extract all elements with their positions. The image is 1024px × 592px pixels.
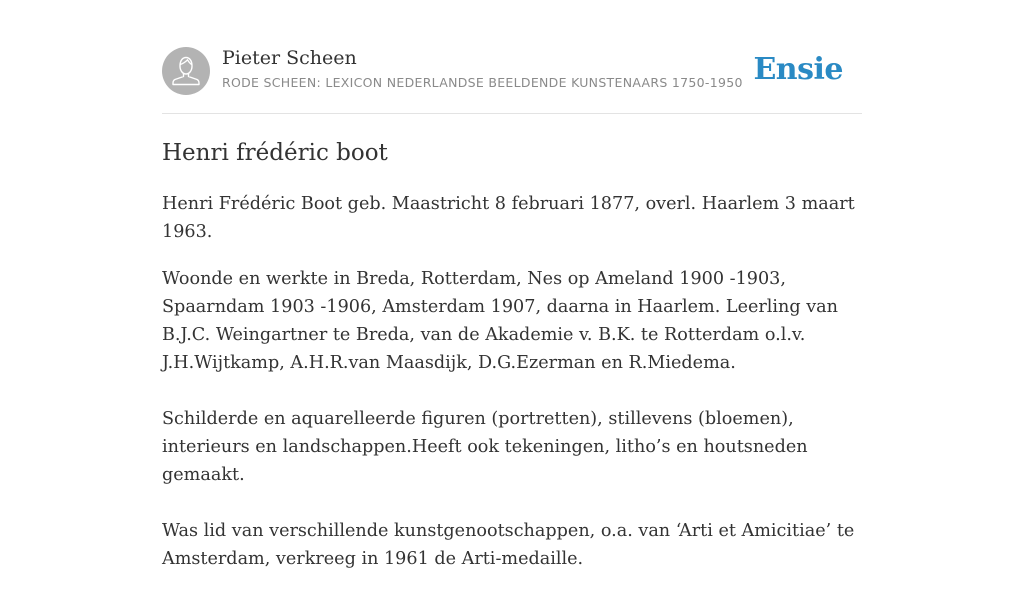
author-avatar[interactable] (162, 47, 210, 95)
article-header (162, 0, 862, 114)
article-body (162, 190, 862, 592)
paragraph-memberships: Was lid van verschillende kunstgenootschappen, o.a. van ‘Arti et Amicitiae’ te Amsterdam, verkreeg in 1961 de Arti-medaille. (162, 521, 855, 569)
source-lexicon[interactable]: RODE SCHEEN: LEXICON NEDERLANDSE BEELDENDE KUNSTENAARS 1750-1950 (222, 75, 743, 90)
article-title: Henri frédéric boot (162, 140, 388, 166)
ensie-logo[interactable]: Ensie (753, 52, 843, 87)
article-container (162, 0, 862, 569)
paragraph-residence-training: Woonde en werkte in Breda, Rotterdam, Nes op Ameland 1900 -1903, Spaarndam 1903 -1906, Amsterdam 1907, daarna in Haarlem. Leerling van B.J.C. Weingartner te Breda, van de Akademie v. B.K. te Rotterdam o.l.v. J.H.Wijtkamp, A.H.R.van Maasdijk, D.G.Ezerman en R.Miedema. (162, 269, 839, 373)
user-silhouette-icon (162, 47, 210, 95)
paragraph-birth-death: Henri Frédéric Boot geb. Maastricht 8 februari 1877, overl. Haarlem 3 maart 1963. (162, 194, 855, 242)
paragraph-works: Schilderde en aquarelleerde figuren (portretten), stillevens (bloemen), interieurs en landschappen.Heeft ook tekeningen, litho’s en houtsneden gemaakt. (162, 409, 808, 485)
author-name[interactable]: Pieter Scheen (222, 47, 357, 69)
